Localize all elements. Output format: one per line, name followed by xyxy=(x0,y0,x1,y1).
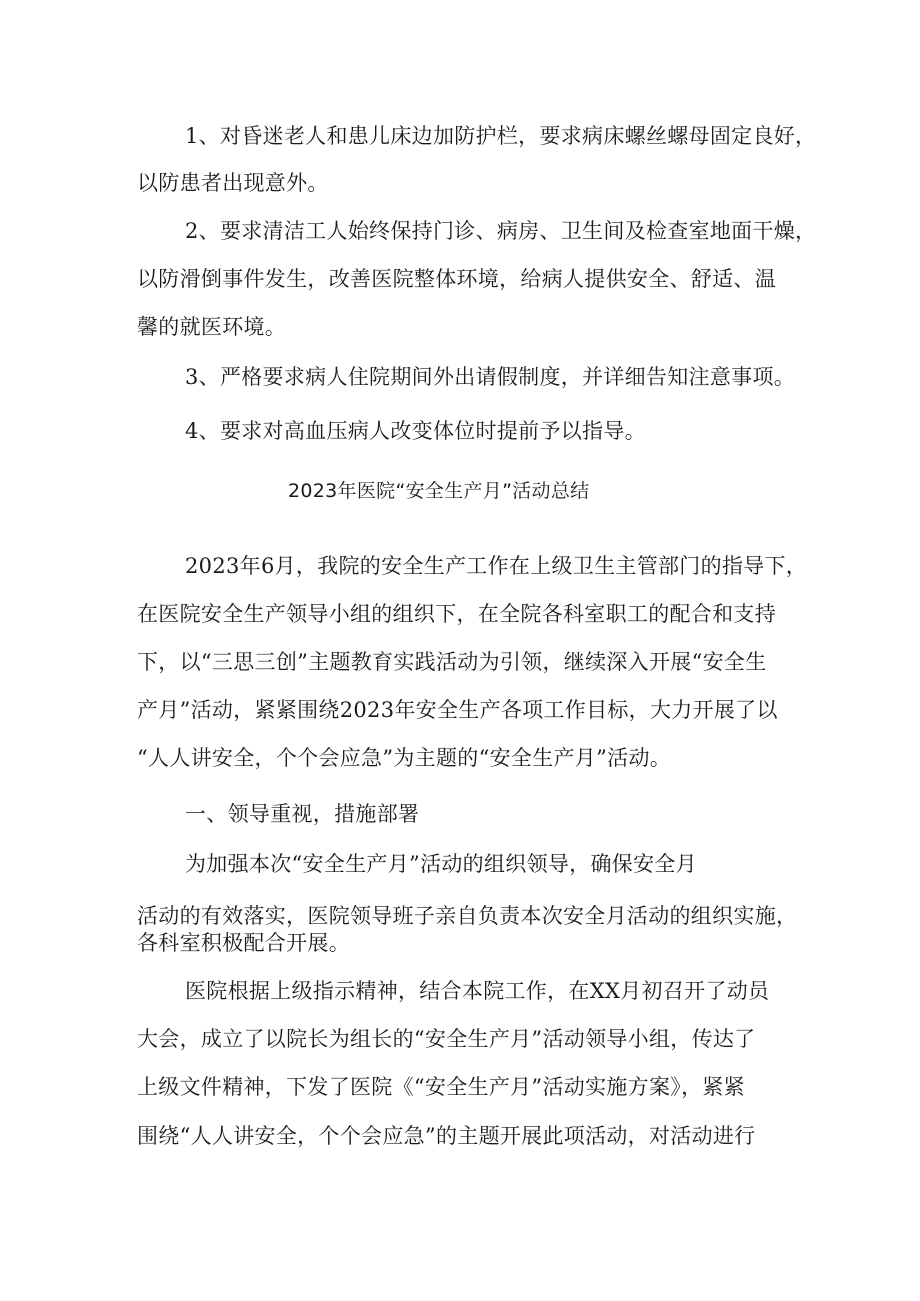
section-1-p2-line-1: 医院根据上级指示精神，结合本院工作，在XX月初召开了动员 xyxy=(185,979,770,1003)
section-1-p1-line-2: 活动的有效落实，医院领导班子亲自负责本次安全月活动的组织实施， xyxy=(137,904,798,928)
list-item-2-line-3: 馨的就医环境。 xyxy=(137,315,287,339)
list-item-1-line-1: 1、对昏迷老人和患儿床边加防护栏，要求病床螺丝螺母固定良好， xyxy=(185,124,817,148)
intro-line-3: 下，以“三思三创”主题教育实践活动为引领，继续深入开展“安全生 xyxy=(137,650,767,674)
section-1-p1-line-3: 各科室积极配合开展。 xyxy=(137,931,350,955)
section-1-p2-line-2: 大会，成立了以院长为组长的“安全生产月”活动领导小组，传达了 xyxy=(137,1027,756,1051)
intro-line-1: 2023年6月，我院的安全生产工作在上级卫生主管部门的指导下， xyxy=(185,554,808,578)
intro-line-4: 产月”活动，紧紧围绕2023年安全生产各项工作目标，大力开展了以 xyxy=(137,698,778,722)
section-1-p2-line-3: 上级文件精神，下发了医院《“安全生产月”活动实施方案》，紧紧 xyxy=(137,1075,745,1099)
section-1-p2-line-4: 围绕“人人讲安全，个个会应急”的主题开展此项活动，对活动进行 xyxy=(137,1124,756,1148)
list-item-2-line-2: 以防滑倒事件发生，改善医院整体环境，给病人提供安全、舒适、温 xyxy=(137,267,776,291)
list-item-4-line-1: 4、要求对高血压病人改变体位时提前予以指导。 xyxy=(185,419,646,443)
list-item-1-line-2: 以防患者出现意外。 xyxy=(137,171,329,195)
section-1-p1-line-1: 为加强本次“安全生产月”活动的组织领导，确保安全月 xyxy=(185,852,697,876)
section-1-heading: 一、领导重视，措施部署 xyxy=(185,802,420,826)
intro-line-5: “人人讲安全，个个会应急”为主题的“安全生产月”活动。 xyxy=(137,746,672,770)
list-item-3-line-1: 3、严格要求病人住院期间外出请假制度，并详细告知注意事项。 xyxy=(185,365,796,389)
list-item-2-line-1: 2、要求清洁工人始终保持门诊、病房、卫生间及检查室地面干燥， xyxy=(185,219,817,243)
intro-line-2: 在医院安全生产领导小组的组织下，在全院各科室职工的配合和支持 xyxy=(137,602,776,626)
document-title: 2023年医院“安全生产月”活动总结 xyxy=(288,480,590,502)
